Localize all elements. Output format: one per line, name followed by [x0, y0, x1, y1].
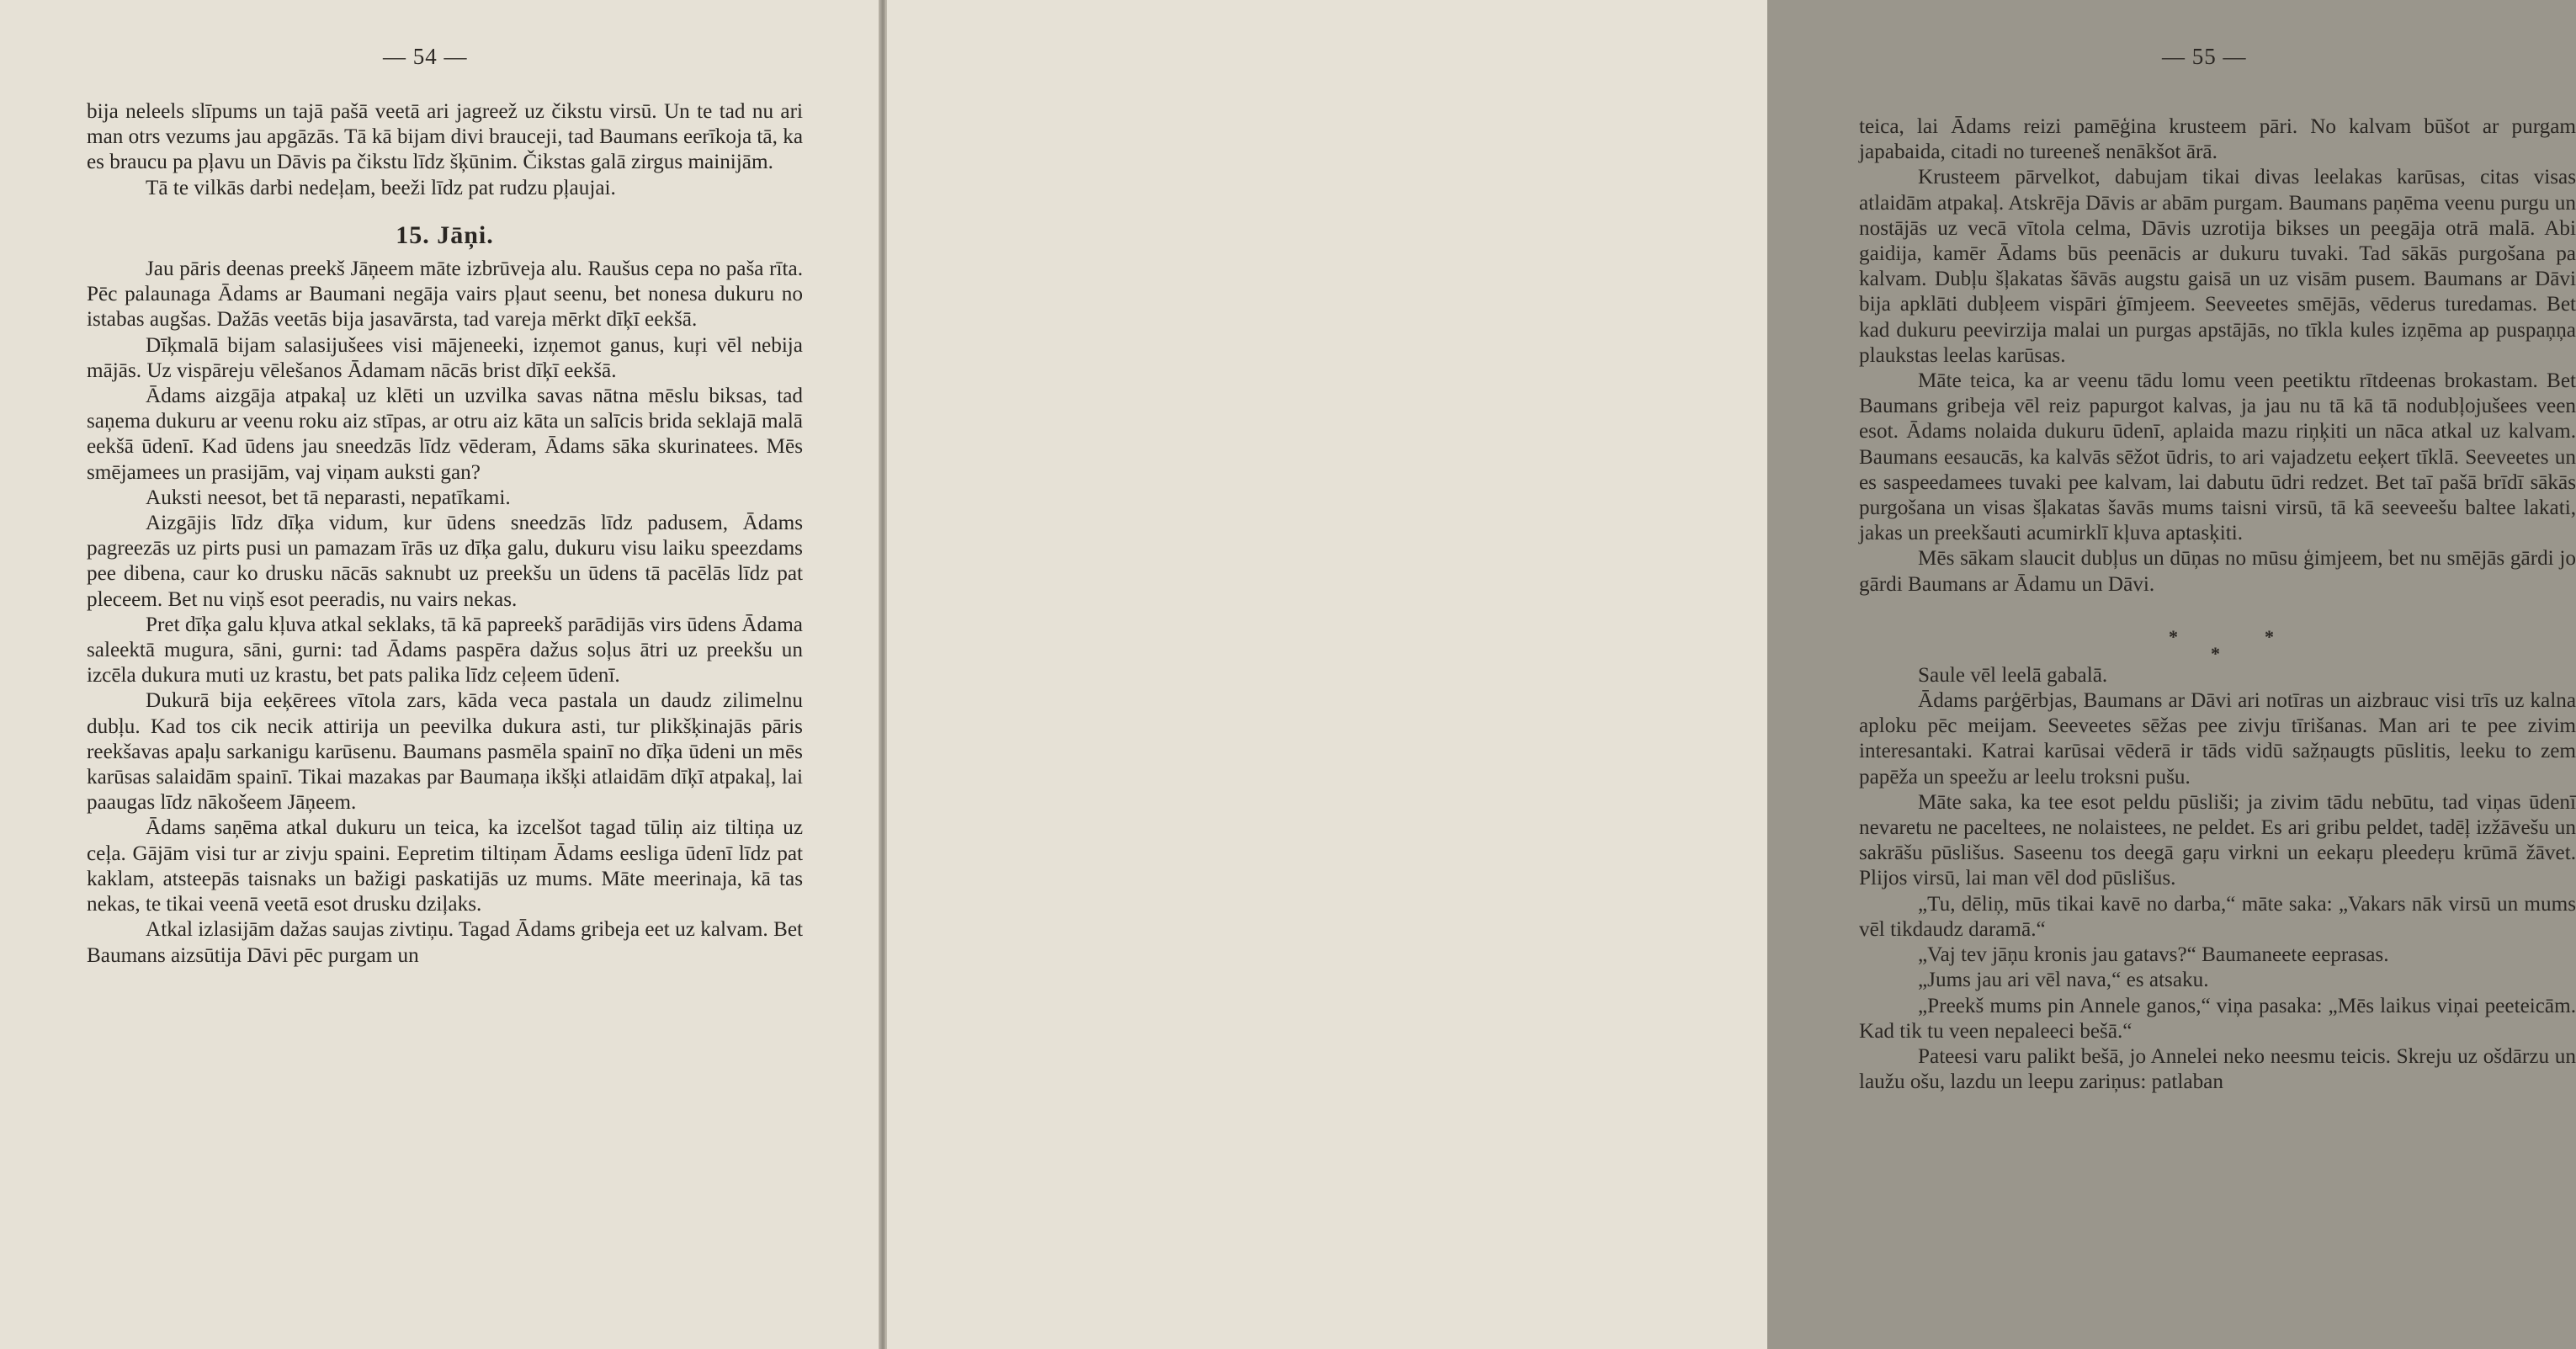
paragraph: Krusteem pārvelkot, dabujam tikai divas leelakas karūsas, citas visas atlaidām atpakaļ. Atskrēja Dāvis ar abām purgam. Baumans paņēma veenu purgu un nostājās uz vecā vītola celma, Dāvis uzrotija bikses un peegāja otrā malā. Abi gaidija, kamēr Ādams būs peenācis ar dukuru tuvaki. Tad sākās purgošana pa kalvam. Dubļu šļakatas šāvās augstu gaisā un uz visām pusem. Baumans ar Dāvi bija apklāti dubļeem vispāri ģīmjeem. Seeveetes smējās, vēderus turedamas. Bet kad dukuru peevirzija malai un purgas apstājās, no tīkla kules izņēma ap puspaņņa plaukstas leelas karūsas.	[1859, 166, 2576, 367]
paragraph: Pret dīķa galu kļuva atkal seklaks, tā kā papreekš parādijās virs ūdens Ādama saleektā mugura, sāni, gurni: tad Ādams paspēra dažus soļus ātri uz preekšu un izcēla dukura muti uz krastu, bet pats palika līdz ceļeem ūdenī.	[87, 613, 803, 688]
paragraph: „Tu, dēliņ, mūs tikai kavē no darba,“ māte saka: „Vakars nāk virsū un mums vēl tikdaudz daramā.“	[1859, 892, 2576, 941]
paragraph: „Vaj tev jāņu kronis jau gatavs?“ Baumaneete eeprasas.	[1918, 943, 2389, 967]
left-page-text	[87, 99, 803, 969]
paragraph: „Jums jau ari vēl nava,“ es atsaku.	[1918, 969, 2209, 992]
paragraph: Ādams aizgāja atpakaļ uz klēti un uzvilka savas nātna mēslu biksas, tad saņema dukuru ar veenu roku aiz stīpas, ar otru aiz kāta un salīcis brida seklajā malā eekšā ūdenī. Kad ūdens jau sneedzās līdz vēderam, Ādams sāka skurinatees. Mēs smējamees un prasijām, vaj viņam auksti gan?	[87, 385, 803, 484]
paragraph: Ādams saņēma atkal dukuru un teica, ka izcelšot tagad tūliņ aiz tiltiņa uz ceļa. Gājām visi tur ar zivju spaini. Eepretim tiltiņam Ādams eesliga ūdenī līdz pat kaklam, atsteepās taisnaks un bažigi paskatijās uz mums. Māte meerinaja, kā tas nekas, te tikai veenā veetā esot drusku dziļaks.	[87, 816, 803, 916]
paragraph: Ādams parģērbjas, Baumans ar Dāvi ari notīras un aizbrauc visi trīs uz kalna aploku pēc meijam. Seeveetes sēžas pee zivju tīrišanas. Man ari te pee zivim interesantaki. Katrai karūsai vēderā ir tāds vidū sažņaugts pūslitis, leeku to zem papēža un speežu ar leelu troksni pušu.	[1859, 689, 2576, 789]
paragraph: bija neleels slīpums un tajā pašā veetā ari jagreež uz čikstu virsū. Un te tad nu ari man otrs vezums jau apgāzās. Tā kā bijam divi brauceji, tad Baumans eerīkoja tā, ka es braucu pa pļavu un Dāvis pa čikstu līdz šķūnim. Čikstas galā zirgus mainijām.	[87, 100, 803, 174]
paragraph: „Preekš mums pin Annele ganos,“ viņa pasaka: „Mēs laikus viņai peeteicām. Kad tik tu veen nepaleeci bešā.“	[1859, 994, 2576, 1043]
page-number: — 55 —	[2162, 44, 2247, 69]
chapter-heading: 15. Jāņi.	[396, 220, 494, 249]
paragraph: Māte teica, ka ar veenu tādu lomu veen peetiktu rītdeenas brokastam. Bet Baumans gribeja vēl reiz papurgot kalvas, ja jau nu tā kā tā nodubļojušees veen esot. Ādams nolaida dukuru ūdenī, aplaida mazu riņķiti un nāca atkal uz kalvam. Baumans eesaucās, ka kalvās sēžot ūdris, to ari vajadzetu eeķert tīklā. Seeveetes un es saspeedamees tuvaki pee kalvam, lai dabutu ūdri redzet. Bet taī pašā brīdī sākās purgošana un visas šļakatas šavās mums taisni virsū, tā kā seeveešu baltee lakati, jakas un preekšauti acumirklī kļuva aptasķiti.	[1859, 369, 2576, 545]
section-break-asterism	[1859, 613, 2576, 663]
left-page	[0, 0, 880, 1349]
paragraph: Tā te vilkās darbi nedeļam, beeži līdz pat rudzu pļaujai.	[146, 176, 616, 199]
paragraph: Māte saka, ka tee esot peldu pūsliši; ja zivim tādu nebūtu, tad viņas ūdenī nevaretu ne paceltees, ne nolaistees, ne peldet. Es ari gribu peldet, tadēļ izžāvešu un sakrāšu pūslišus. Saseenu tos deegā gaŗu virkni un eekaŗu pleedeŗu krūmā žāvet. Plijos virsū, lai man vēl dod pūslišus.	[1859, 790, 2576, 890]
asterisk: *	[2169, 625, 2178, 647]
right-page-text	[1859, 114, 2576, 1095]
paragraph: Aizgājis līdz dīķa vidum, kur ūdens sneedzās līdz padusem, Ādams pagreezās uz pirts pusi un pamazam īrās uz dīķa galu, dukuru visu laiku speezdams pee dibena, caur ko drusku nācās saknubt uz preekšu un ūdens tā pacēlās līdz pat pleceem. Bet nu viņš esot peeradis, nu vairs nekas.	[87, 512, 803, 611]
paragraph: teica, lai Ādams reizi pamēģina krusteem pāri. No kalvam būšot ar purgam japabaida, citadi no tureeneš nenākšot ārā.	[1859, 115, 2576, 164]
paragraph: Pateesi varu palikt bešā, jo Annelei neko neesmu teicis. Skreju uz ošdārzu un laužu ošu, lazdu un leepu zariņus: patlaban	[1859, 1044, 2576, 1094]
right-page	[885, 0, 2576, 1349]
asterisk: *	[2211, 642, 2220, 664]
paragraph: Atkal izlasijām dažas saujas zivtiņu. Tagad Ādams gribeja eet uz kalvam. Bet Baumans aizsūtija Dāvi pēc purgam un	[87, 918, 803, 967]
paragraph: Jau pāris deenas preekš Jāņeem māte izbrūveja alu. Raušus cepa no paša rīta. Pēc palaunaga Ādams ar Baumani negāja vairs pļaut seenu, bet nonesa dukuru no istabas augšas. Dažās veetās bija jasavārsta, tad vareja mērkt dīķī eekšā.	[87, 258, 803, 332]
asterisk: *	[2265, 625, 2274, 647]
page-number: — 54 —	[383, 44, 468, 69]
paragraph: Saule vēl leelā gabalā.	[1918, 663, 2108, 687]
paragraph: Dukurā bija eeķērees vītola zars, kāda veca pastala un daudz zilimelnu dubļu. Kad tos cik necik attirija un peevilka dukura asti, tur plikšķinajās pāris reekšavas apaļu sarkanigu karūsenu. Baumans pasmēla spainī no dīķa ūdeni un mēs karūsas salaidām spainī. Tikai mazakas par Baumaņa ikšķi atlaidām dīķī atpakaļ, lai paaugas līdz nākošeem Jāņeem.	[87, 689, 803, 815]
paragraph: Auksti neesot, bet tā neparasti, nepatīkami.	[146, 486, 511, 509]
paragraph: Mēs sākam slaucit dubļus un dūņas no mūsu ģimjeem, bet nu smējās gārdi jo gārdi Baumans ar Ādamu un Dāvi.	[1859, 547, 2576, 596]
paragraph: Dīķmalā bijam salasijušees visi mājeneeki, izņemot ganus, kuŗi vēl nebija mājās. Uz vispāreju vēlešanos Ādamam nācās brist dīķī eekšā.	[87, 333, 803, 382]
